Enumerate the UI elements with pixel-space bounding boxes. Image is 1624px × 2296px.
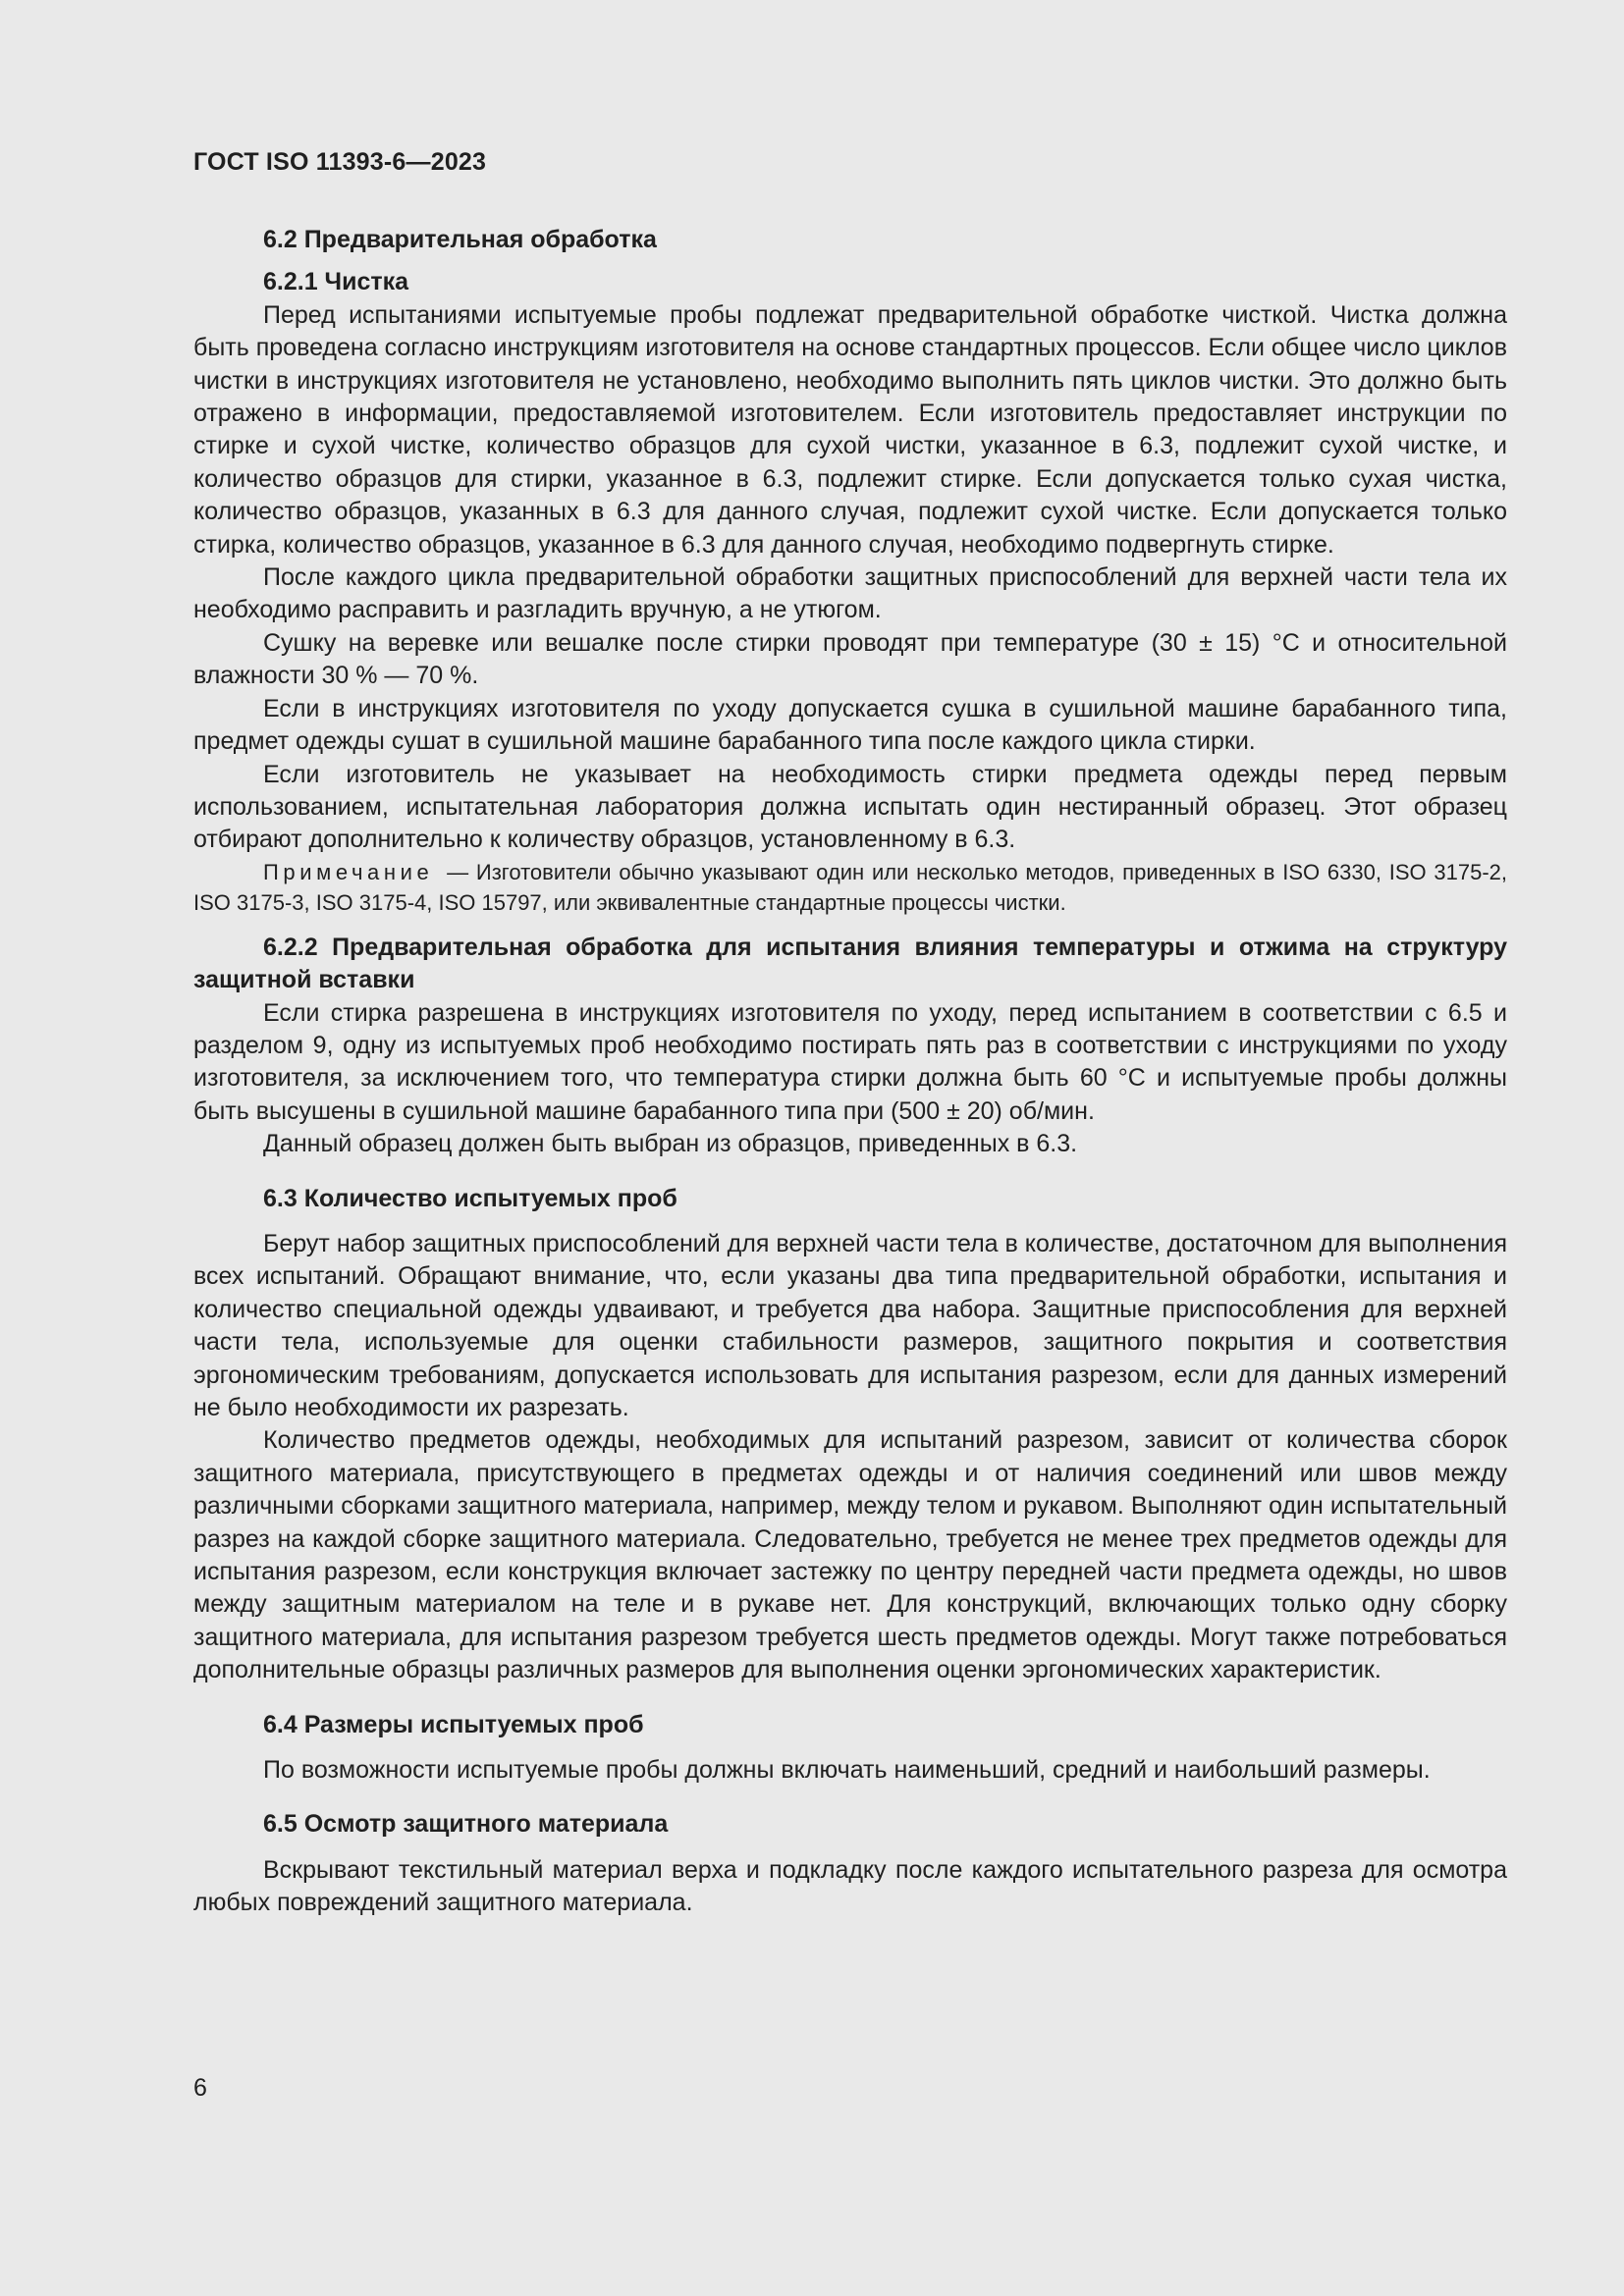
paragraph: После каждого цикла предварительной обработки защитных приспособлений для верхней части тела их необходимо расправить и разгладить вручную, а не утюгом. <box>193 563 1507 624</box>
page-content <box>193 224 1507 1920</box>
paragraph: Сушку на веревке или вешалке после стирки проводят при температуре (30 ± 15) °С и относительной влажности 30 % — 70 %. <box>193 628 1507 690</box>
section-6-2-1-heading: 6.2.1 Чистка <box>263 268 409 296</box>
document-header: ГОСТ ISO 11393-6—2023 <box>193 148 487 176</box>
note-text: — Изготовители обычно указывают один или несколько методов, приведенных в ISO 6330, ISO 3175-2, ISO 3175-3, ISO 3175-4, ISO 15797, или эквивалентные стандартные процессы чистки. <box>193 859 1507 915</box>
section-6-5-heading: 6.5 Осмотр защитного материала <box>263 1810 669 1839</box>
section-6-2-2-heading: 6.2.2 Предварительная обработка для испытания влияния температуры и отжима на структуру защитной вставки <box>193 933 1507 994</box>
section-6-3-heading: 6.3 Количество испытуемых проб <box>263 1184 677 1212</box>
paragraph: Вскрывают текстильный материал верха и подкладку после каждого испытательного разреза для осмотра любых повреждений защитного материала. <box>193 1855 1507 1917</box>
note-label: Примечание <box>263 859 434 884</box>
paragraph: Количество предметов одежды, необходимых для испытаний разрезом, зависит от количества сборок защитного материала, присутствующего в предметах одежды и от наличия соединений или швов между различными сборками защитного материала, например, между телом и рукавом. Выполняют один испытательный разрез на каждой сборке защитного материала. Следовательно, требуется не менее трех предметов одежды для испытания разрезом, если конструкция включает застежку по центру передней части предмета одежды, но швов между защитным материалом на теле и в рукаве нет. Для конструкций, включающих только одну сборку защитного материала, для испытания разрезом требуется шесть предметов одежды. Могут также потребоваться дополнительные образцы различных размеров для выполнения оценки эргономических характеристик. <box>193 1426 1507 1684</box>
paragraph: Берут набор защитных приспособлений для верхней части тела в количестве, достаточном для выполнения всех испытаний. Обращают внимание, что, если указаны два типа предварительной обработки, испытания и количество специальной одежды удваивают, и требуется два набора. Защитные приспособления для верхней части тела, используемые для оценки стабильности размеров, защитного покрытия и соответствия эргономическим требованиям, допускается использовать для испытания разрезом, если для данных измерений не было необходимости их разрезать. <box>193 1229 1507 1421</box>
paragraph: Если стирка разрешена в инструкциях изготовителя по уходу, перед испытанием в соответствии с 6.5 и разделом 9, одну из испытуемых проб необходимо постирать пять раз в соответствии с инструкциями по уходу изготовителя, за исключением того, что температура стирки должна быть 60 °С и испытуемые пробы должны быть высушены в сушильной машине барабанного типа при (500 ± 20) об/мин. <box>193 998 1507 1125</box>
section-6-4-heading: 6.4 Размеры испытуемых проб <box>263 1710 644 1738</box>
paragraph: По возможности испытуемые пробы должны включать наименьший, средний и наибольший размеры. <box>263 1756 1431 1785</box>
paragraph: Перед испытаниями испытуемые пробы подлежат предварительной обработке чисткой. Чистка должна быть проведена согласно инструкциям изготовителя на основе стандартных процессов. Если общее число циклов чистки в инструкциях изготовителя не установлено, необходимо выполнить пять циклов чистки. Это должно быть отражено в информации, предоставляемой изготовителем. Если изготовитель предоставляет инструкции по стирке и сухой чистке, количество образцов для сухой чистки, указанное в 6.3, подлежит сухой чистке, и количество образцов для стирки, указанное в 6.3, подлежит стирке. Если допускается только сухая чистка, количество образцов, указанных в 6.3 для данного случая, подлежит сухой чистке. Если допускается только стирка, количество образцов, указанное в 6.3 для данного случая, необходимо подвергнуть стирке. <box>193 300 1507 559</box>
paragraph: Если изготовитель не указывает на необходимость стирки предмета одежды перед первым использованием, испытательная лаборатория должна испытать один нестиранный образец. Этот образец отбирают дополнительно к количеству образцов, установленному в 6.3. <box>193 760 1507 854</box>
note <box>193 857 1507 918</box>
section-6-2-heading: 6.2 Предварительная обработка <box>263 226 657 253</box>
paragraph: Данный образец должен быть выбран из образцов, приведенных в 6.3. <box>263 1130 1078 1158</box>
paragraph: Если в инструкциях изготовителя по уходу допускается сушка в сушильной машине барабанного типа, предмет одежды сушат в сушильной машине барабанного типа после каждого цикла стирки. <box>193 694 1507 756</box>
page-number: 6 <box>193 2074 207 2102</box>
